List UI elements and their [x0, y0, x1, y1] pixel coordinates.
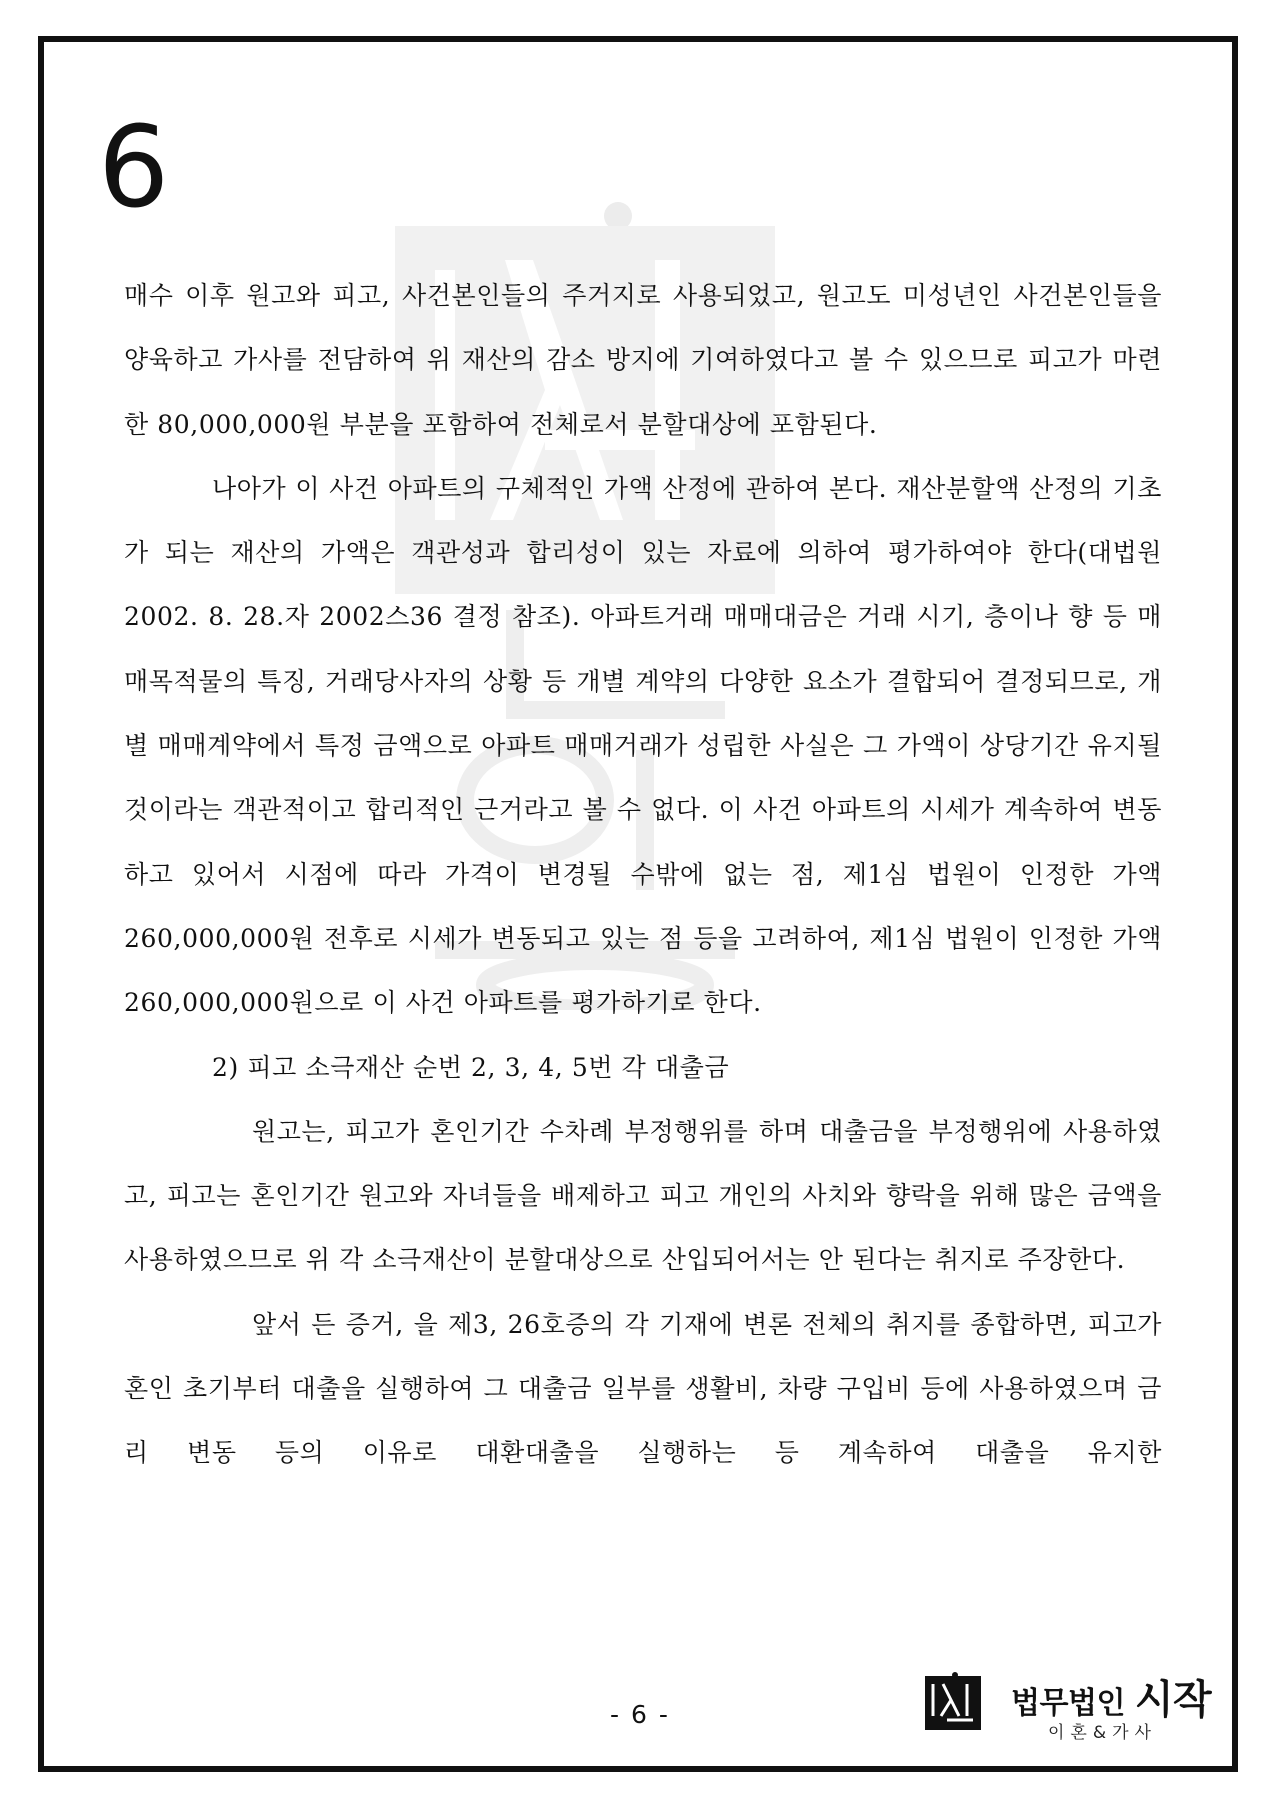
section-heading: 2) 피고 소극재산 순번 2, 3, 4, 5번 각 대출금: [212, 1052, 730, 1082]
law-firm-name: [1011, 1668, 1211, 1725]
paragraph-1: 매수 이후 원고와 피고, 사건본인들의 주거지로 사용되었고, 원고도 미성년인 사건본인들을 양육하고 가사를 전담하여 위 재산의 감소 방지에 기여하였다고 볼 수 있으므로 피고가 마련한 80,000,000원 부분을 포함하여 전체로서 분할대상에 포함된다.: [124, 281, 1162, 439]
law-firm-name-prefix: 법무법인: [1011, 1686, 1125, 1721]
law-firm-name-main: 시작: [1134, 1677, 1212, 1723]
paragraph-2: 나아가 이 사건 아파트의 구체적인 가액 산정에 관하여 본다. 재산분할액 산정의 기초가 되는 재산의 가액은 객관성과 합리성이 있는 자료에 의하여 평가하여야 한다(대법원 2002. 8. 28.자 2002스36 결정 참조). 아파트거래 매매대금은 거래 시기, 층이나 향 등 매매목적물의 특징, 거래당사자의 상황 등 개별 계약의 다양한 요소가 결합되어 결정되므로, 개별 매매계약에서 특정 금액으로 아파트 매매거래가 성립한 사실은 그 가액이 상당기간 유지될 것이라는 객관적이고 합리적인 근거라고 볼 수 없다. 이 사건 아파트의 시세가 계속하여 변동하고 있어서 시점에 따라 가격이 변경될 수밖에 없는 점, 제1심 법원이 인정한 가액 260,000,000원 전후로 시세가 변동되고 있는 점 등을 고려하여, 제1심 법원이 인정한 가액 260,000,000원으로 이 사건 아파트를 평가하기로 한다.: [124, 473, 1162, 1018]
paragraph-3: 원고는, 피고가 혼인기간 수차례 부정행위를 하며 대출금을 부정행위에 사용하였고, 피고는 혼인기간 원고와 자녀들을 배제하고 피고 개인의 사치와 향락을 위해 많은 금액을 사용하였으므로 위 각 소극재산이 분할대상으로 산입되어서는 안 된다는 취지로 주장한다.: [124, 1116, 1162, 1275]
document-body: [124, 264, 1162, 1486]
paragraph-4: 앞서 든 증거, 을 제3, 26호증의 각 기재에 변론 전체의 취지를 종합하면, 피고가 혼인 초기부터 대출을 실행하여 그 대출금 일부를 생활비, 차량 구입비 등에 사용하였으며 금리 변동 등의 이유로 대환대출을 실행하는 등 계속하여 대출을 유지한: [124, 1309, 1162, 1468]
footer-page-number: - 6 -: [610, 1700, 670, 1729]
law-firm-logo: [925, 1668, 1215, 1748]
law-firm-logo-icon: [925, 1672, 981, 1730]
law-firm-subtitle: 이혼&가사: [1048, 1723, 1157, 1743]
chapter-page-number: 6: [98, 103, 170, 233]
